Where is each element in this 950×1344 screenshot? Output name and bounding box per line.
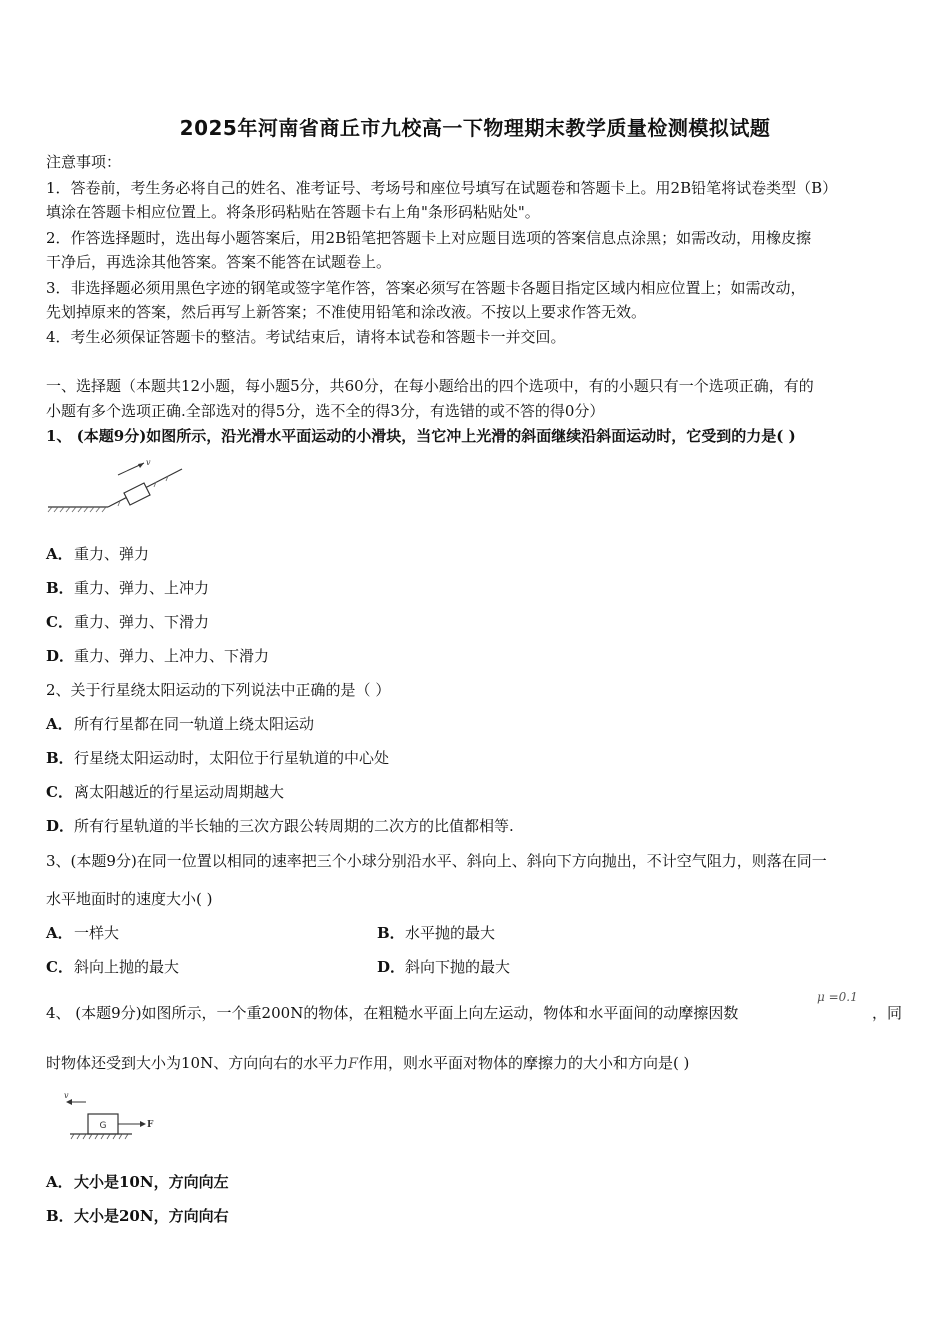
option-b: B．水平抛的最大 [377, 924, 496, 942]
option-b: B．重力、弹力、上冲力 [46, 579, 210, 597]
notice-line: 1．答卷前，考生务必将自己的姓名、准考证号、考场号和座位号填写在试题卷和答题卡上。用2B铅笔将试卷类型（B） [46, 179, 838, 197]
velocity-label: v [64, 1091, 69, 1100]
question-2-stem: 2、关于行星绕太阳运动的下列说法中正确的是（ ） [46, 681, 391, 699]
question-4-stem: 4、 (本题9分)如图所示，一个重200N的物体，在粗糙水平面上向左运动，物体和水平面间的动摩擦因数 [46, 1004, 739, 1022]
force-label: F [147, 1120, 154, 1130]
option-d: D．斜向下抛的最大 [377, 958, 511, 976]
section-heading: 一、选择题（本题共12小题，每小题5分，共60分，在每小题给出的四个选项中，有的小题只有一个选项正确，有的 [46, 377, 814, 395]
question-4-stem-cont: 时物体还受到大小为10N、方向向右的水平力F作用，则水平面对物体的摩擦力的大小和方向是( ) [46, 1054, 690, 1072]
option-b: B．行星绕太阳运动时，太阳位于行星轨道的中心处 [46, 749, 390, 767]
page-title: 2025年河南省商丘市九校高一下物理期末教学质量检测模拟试题 [179, 116, 771, 140]
option-c: C．斜向上抛的最大 [46, 958, 180, 976]
section-heading-cont: 小题有多个选项正确.全部选对的得5分，选不全的得3分，有选错的或不答的得0分） [46, 402, 605, 420]
friction-coefficient: μ =0.1 [817, 990, 858, 1004]
notice-line: 填涂在答题卡相应位置上。将条形码粘贴在答题卡右上角"条形码粘贴处"。 [46, 203, 540, 221]
option-a: A．一样大 [46, 924, 120, 942]
block-figure [60, 1090, 160, 1144]
option-c: C．重力、弹力、下滑力 [46, 613, 210, 631]
option-b: B．大小是20N，方向向右 [46, 1207, 229, 1225]
option-c: C．离太阳越近的行星运动周期越大 [46, 783, 285, 801]
option-a: A．重力、弹力 [46, 545, 150, 563]
block-label: G [99, 1121, 107, 1131]
question-1-stem: 1、 (本题9分)如图所示，沿光滑水平面运动的小滑块，当它冲上光滑的斜面继续沿斜面运动时，它受到的力是( ) [46, 427, 796, 445]
velocity-label: v [146, 458, 151, 467]
question-4-stem-end: ，同 [872, 1004, 903, 1022]
notice-line: 先划掉原来的答案，然后再写上新答案；不准使用铅笔和涂改液。不按以上要求作答无效。 [46, 303, 647, 321]
option-d: D．所有行星轨道的半长轴的三次方跟公转周期的二次方的比值都相等. [46, 817, 514, 835]
notice-line: 3．非选择题必须用黑色字迹的钢笔或签字笔作答，答案必须写在答题卡各题目指定区域内相应位置上；如需改动， [46, 279, 806, 297]
question-3-stem-cont: 水平地面时的速度大小( ) [46, 890, 213, 908]
notice-line: 干净后，再选涂其他答案。答案不能答在试题卷上。 [46, 253, 392, 271]
option-a: A．大小是10N，方向向左 [46, 1173, 229, 1191]
option-a: A．所有行星都在同一轨道上绕太阳运动 [46, 715, 315, 733]
incline-figure [46, 455, 186, 515]
notice-line: 2．作答选择题时，选出每小题答案后，用2B铅笔把答题卡上对应题目选项的答案信息点涂黑；如需改动，用橡皮擦 [46, 229, 812, 247]
option-d: D．重力、弹力、上冲力、下滑力 [46, 647, 270, 665]
notice-heading: 注意事项： [46, 153, 122, 171]
question-3-stem: 3、(本题9分)在同一位置以相同的速率把三个小球分别沿水平、斜向上、斜向下方向抛出，不计空气阻力，则落在同一 [46, 852, 827, 870]
notice-line: 4．考生必须保证答题卡的整洁。考试结束后，请将本试卷和答题卡一并交回。 [46, 328, 566, 346]
